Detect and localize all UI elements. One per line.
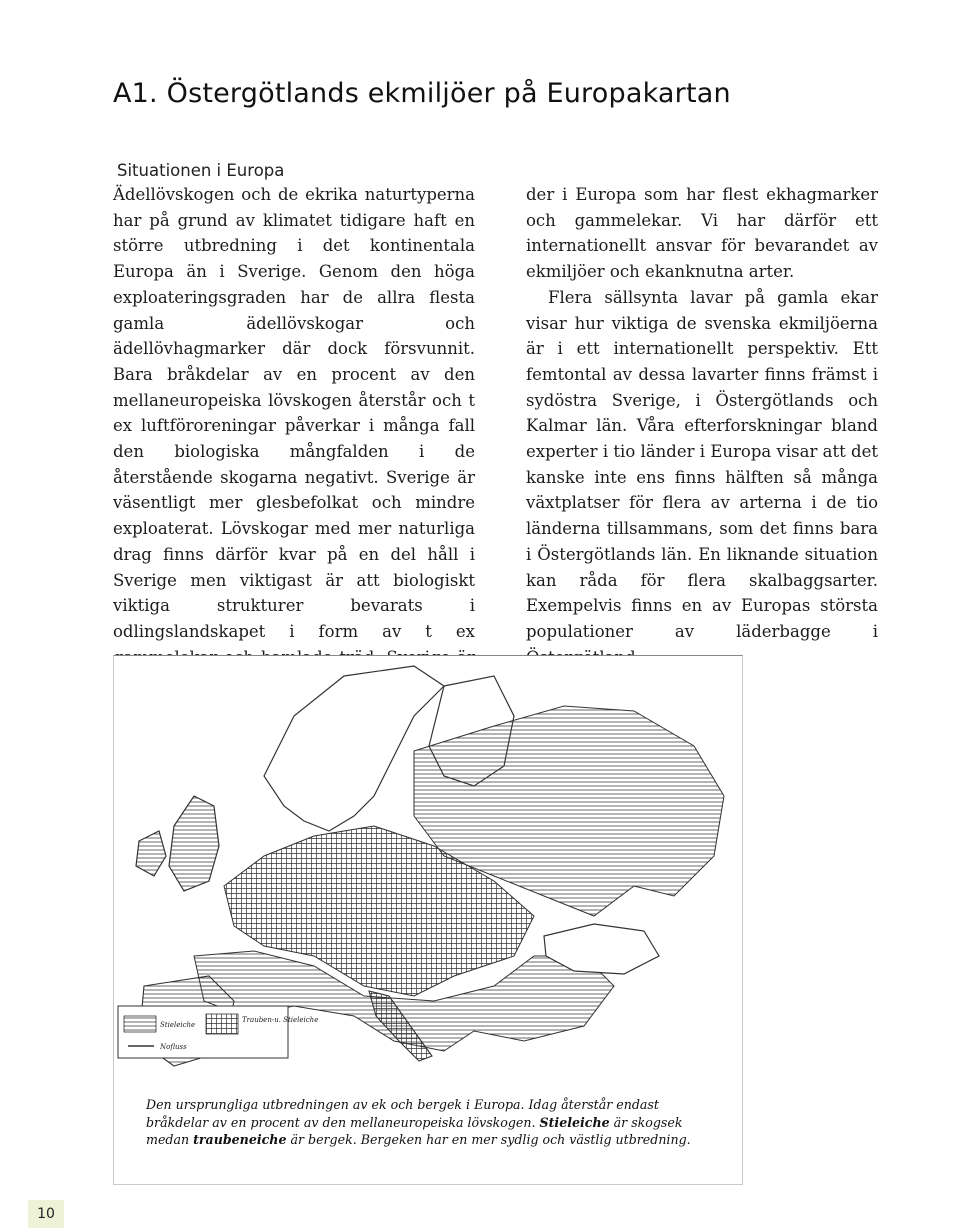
right-text-column — [526, 182, 878, 670]
legend-label-nofluss: Nofluss — [160, 1043, 187, 1051]
right-paragraph-2: Flera sällsynta lavar på gamla ekar visar hur viktiga de svenska ekmiljöerna är i ett internationellt perspektiv. Ett femtontal av dessa lavarter finns främst i sydöstra Sverige, i Östergötlands och Kalmar län. Våra efterforskningar bland experter i tio länder i Europa visar att det kanske inte ens finns hälften så många växtplatser för flera av arterna i de tio länderna tillsammans, som det finns bara i Östergötlands län. En liknande situation kan råda för flera skalbaggsarter. Exempelvis finns en av Europas största populationer av läderbagge i — [526, 287, 878, 641]
legend-label-stieleiche: Stieleiche — [160, 1021, 196, 1029]
caption-text-3: är bergek. Bergeken har en mer sydlig och västlig utbredning. — [286, 1132, 691, 1147]
page-title: A1. Östergötlands ekmiljöer på Europakartan — [113, 78, 731, 109]
caption-term-traubeneiche: traubeneiche — [193, 1132, 287, 1147]
section-heading: Situationen i Europa — [117, 161, 285, 180]
legend-swatch-trauben — [206, 1014, 238, 1034]
figure-caption — [146, 1096, 716, 1149]
right-paragraph-1: der i Europa som har flest ekhagmarker och gammelekar. Vi har därför ett internationellt ansvar för bevarandet av ekmiljöer och ekanknutna arter. — [526, 185, 878, 282]
left-paragraph: Ädellövskogen och de ekrika naturtyperna har på grund av klimatet tidigare haft en större utbredning i det kontinentala Europa än i Sverige. Genom den höga exploateringsgraden har de allra flesta gamla ädellövskogar och ädellövhagmarker där dock försvunnit. Bara bråkdelar av en procent av den mellaneuropeiska lövskogen återstår och t ex luftföroreningar påverkar i många fall den biologiska mångfalden i de återstående skogarna negativt. Sverige är väsentligt mer glesbefolkat och mindre exploaterat. Lövskogar med mer naturliga drag finns därför kvar på en del håll i Sverige men viktigast är att biologiskt viktiga strukturer bevarats i odlingslandskapet i form av t ex — [113, 185, 475, 641]
ireland-outline — [136, 831, 166, 876]
legend-swatch-stieleiche — [124, 1016, 156, 1032]
page-number: 10 — [28, 1200, 64, 1228]
legend-label-trauben: Trauben-u. Stieleiche — [242, 1016, 319, 1024]
caption-text-1: Den ursprungliga utbredningen av ek och bergek i Europa. Idag återstår endast bråkdelar av en procent av den mellaneuropeiska lövskogen. — [146, 1097, 659, 1130]
caption-text-2: är skogsek medan — [146, 1114, 683, 1147]
left-text-column — [113, 182, 475, 696]
caption-term-stieleiche: Stieleiche — [539, 1114, 610, 1130]
oak-distribution-figure — [113, 655, 743, 1185]
europe-oak-map — [114, 656, 742, 1086]
britain-outline — [169, 796, 219, 891]
